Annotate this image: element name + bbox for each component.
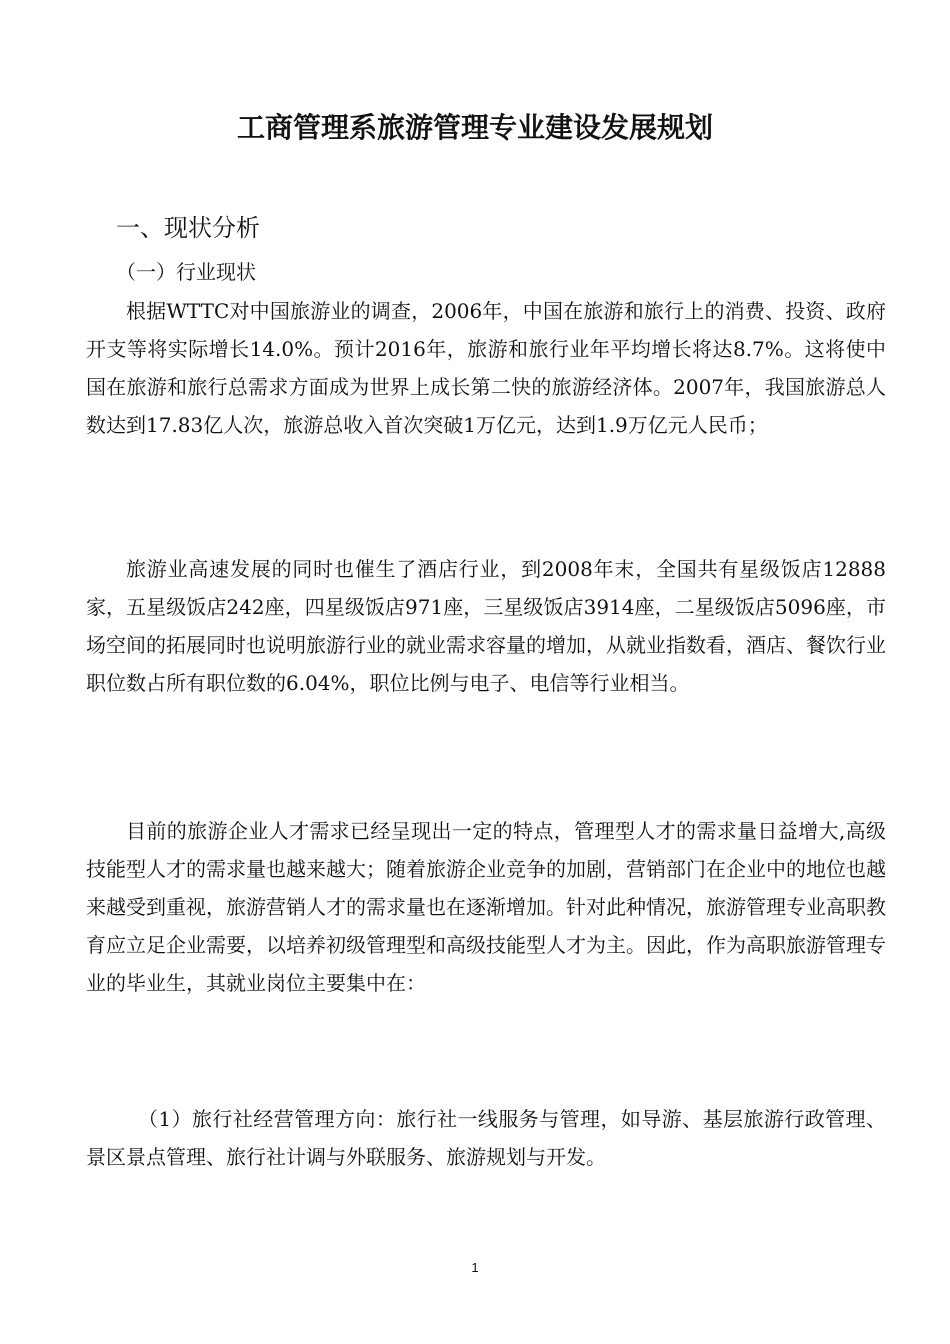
body-paragraph: 根据WTTC对中国旅游业的调查，2006年，中国在旅游和旅行上的消费、投资、政府开支等将实际增长14.0%。预计2016年，旅游和旅行业年平均增长将达8.7%。这将使中国在旅游和旅行总需求方面成为世界上成长第二快的旅游经济体。2007年，我国旅游总人数达到17.83亿人次，旅游总收入首次突破1万亿元，达到1.9万亿元人民币；: [86, 299, 886, 437]
page-number: 1: [471, 1260, 479, 1275]
document-title: 工商管理系旅游管理专业建设发展规划: [236, 111, 713, 144]
section-heading: 一、现状分析: [116, 214, 260, 242]
subsection-heading: （一）行业现状: [116, 260, 256, 284]
body-paragraph: 目前的旅游企业人才需求已经呈现出一定的特点，管理型人才的需求量日益增大,高级技能型人才的需求量也越来越大；随着旅游企业竞争的加剧，营销部门在企业中的地位也越来越受到重视，旅游营销人才的需求量也在逐渐增加。针对此种情况，旅游管理专业高职教育应立足企业需要，以培养初级管理型和高级技能型人才为主。因此，作为高职旅游管理专业的毕业生，其就业岗位主要集中在：: [86, 819, 886, 995]
list-item-paragraph: （1）旅行社经营管理方向：旅行社一线服务与管理，如导游、基层旅游行政管理、景区景点管理、旅行社计调与外联服务、旅游规划与开发。: [86, 1107, 886, 1169]
body-paragraph: 旅游业高速发展的同时也催生了酒店行业，到2008年末，全国共有星级饭店12888家，五星级饭店242座，四星级饭店971座，三星级饭店3914座，二星级饭店5096座，市场空间的拓展同时也说明旅游行业的就业需求容量的增加，从就业指数看，酒店、餐饮行业职位数占所有职位数的6.04%，职位比例与电子、电信等行业相当。: [86, 557, 886, 695]
